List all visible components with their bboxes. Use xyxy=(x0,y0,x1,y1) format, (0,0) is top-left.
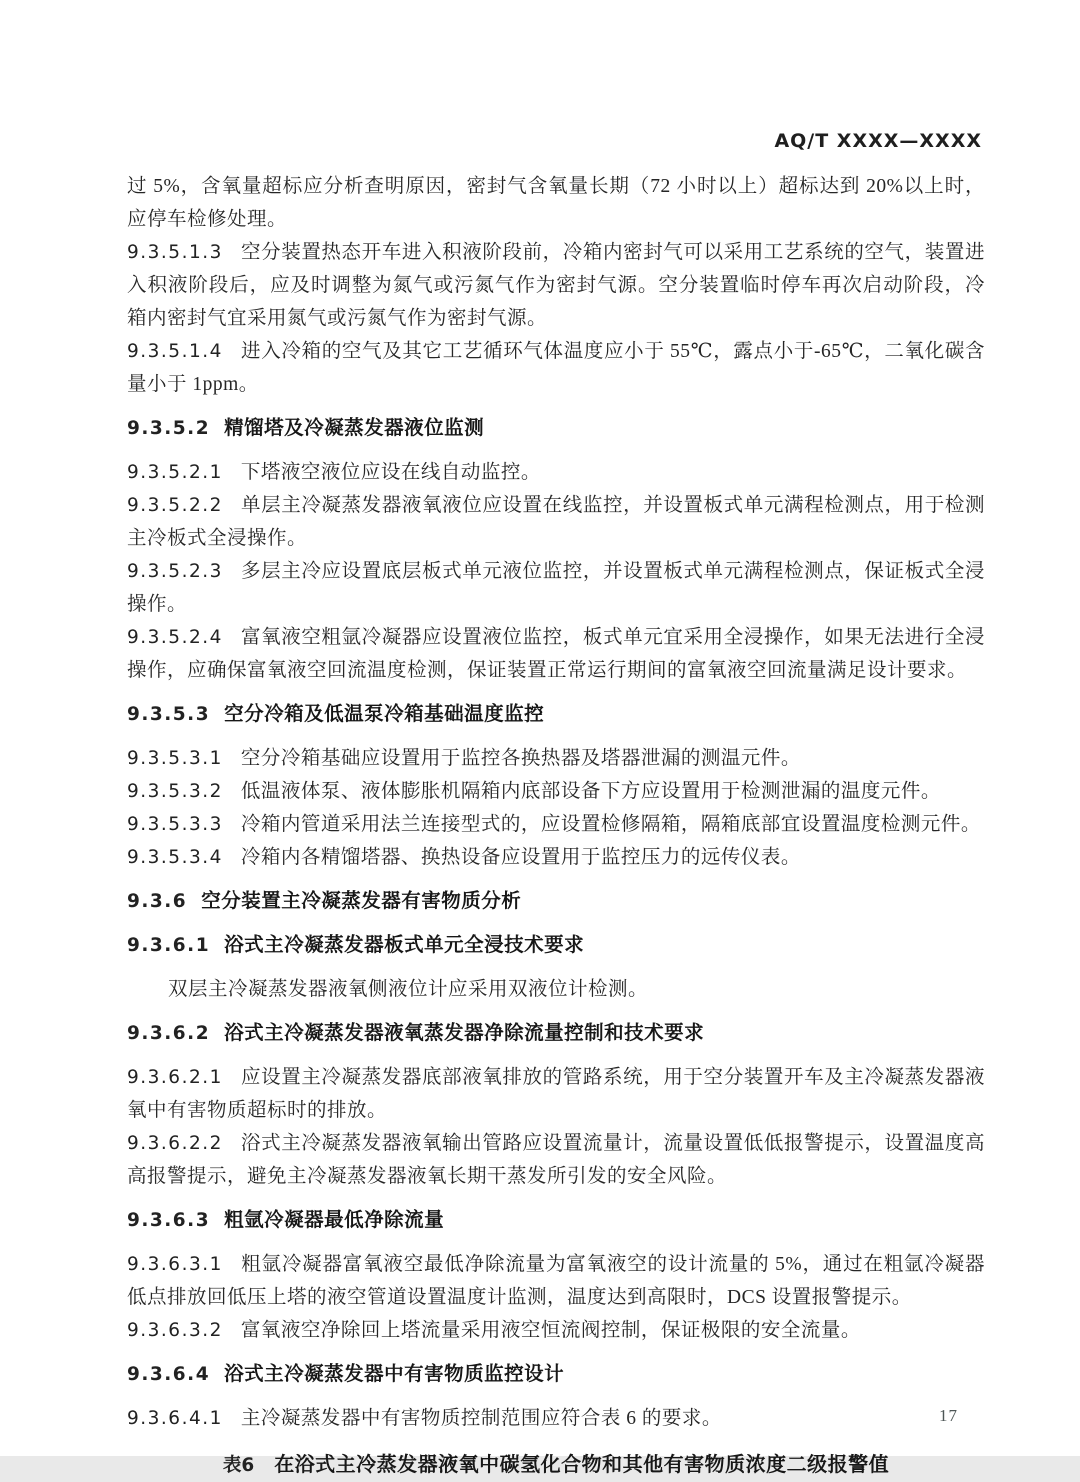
clause-number: 9.3.5.1.3 xyxy=(127,242,223,263)
clause-9-3-5-1-4 xyxy=(127,335,985,401)
heading-9-3-6-3 xyxy=(127,1204,985,1237)
table-label: 表6 xyxy=(222,1455,255,1476)
clause-text: 空分装置热态开车进入积液阶段前，冷箱内密封气可以采用工艺系统的空气，装置进入积液阶段后，应及时调整为氮气或污氮气作为密封气源。空分装置临时停车再次启动阶段，冷箱内密封气宜采用氮气或污氮气作为密封气源。 xyxy=(127,242,985,329)
clause-text: 浴式主冷凝蒸发器液氧输出管路应设置流量计，流量设置低低报警提示，设置温度高高报警提示，避免主冷凝蒸发器液氧长期干蒸发所引发的安全风险。 xyxy=(127,1133,985,1187)
clause-number: 9.3.5.3.2 xyxy=(127,781,223,802)
heading-text: 空分冷箱及低温泵冷箱基础温度监控 xyxy=(224,703,545,725)
clause-text: 进入冷箱的空气及其它工艺循环气体温度应小于 55℃，露点小于-65℃，二氧化碳含量小于 1ppm。 xyxy=(127,341,985,395)
clause-text: 富氧液空粗氩冷凝器应设置液位监控，板式单元宜采用全浸操作，如果无法进行全浸操作，应确保富氧液空回流温度检测，保证装置正常运行期间的富氧液空回流量满足设计要求。 xyxy=(127,627,985,681)
heading-text: 精馏塔及冷凝蒸发器液位监测 xyxy=(224,417,485,439)
clause-9-3-5-3-3 xyxy=(127,808,985,841)
paragraph-continuation xyxy=(127,170,985,236)
heading-text: 粗氩冷凝器最低净除流量 xyxy=(224,1209,445,1231)
clause-number: 9.3.5.3.3 xyxy=(127,814,223,835)
clause-number: 9.3.5.2.4 xyxy=(127,627,223,648)
clause-number: 9.3.6.2.2 xyxy=(127,1133,223,1154)
table-6-caption xyxy=(127,1449,985,1482)
paragraph-text: 双层主冷凝蒸发器液氧侧液位计应采用双液位计检测。 xyxy=(167,979,648,1000)
heading-9-3-6-2 xyxy=(127,1017,985,1050)
clause-text: 富氧液空净除回上塔流量采用液空恒流阀控制，保证极限的安全流量。 xyxy=(240,1320,861,1341)
clause-number: 9.3.6.3.1 xyxy=(127,1254,223,1275)
clause-number: 9.3.5.2.1 xyxy=(127,462,223,483)
clause-9-3-6-2-2 xyxy=(127,1127,985,1193)
clause-text: 低温液体泵、液体膨胀机隔箱内底部设备下方应设置用于检测泄漏的温度元件。 xyxy=(240,781,941,802)
clause-text: 应设置主冷凝蒸发器底部液氧排放的管路系统，用于空分装置开车及主冷凝蒸发器液氧中有害物质超标时的排放。 xyxy=(127,1067,985,1121)
heading-text: 浴式主冷凝蒸发器液氧蒸发器净除流量控制和技术要求 xyxy=(224,1022,705,1044)
clause-number: 9.3.5.3.4 xyxy=(127,847,223,868)
clause-text: 主冷凝蒸发器中有害物质控制范围应符合表 6 的要求。 xyxy=(240,1408,722,1429)
heading-9-3-6-1 xyxy=(127,929,985,962)
clause-9-3-5-2-1 xyxy=(127,456,985,489)
clause-number: 9.3.5.3.1 xyxy=(127,748,223,769)
heading-number: 9.3.6.1 xyxy=(127,935,211,956)
page-number: 17 xyxy=(939,1406,958,1425)
clause-9-3-5-1-3 xyxy=(127,236,985,335)
clause-9-3-6-2-1 xyxy=(127,1061,985,1127)
paragraph-text: 过 5%，含氧量超标应分析查明原因，密封气含氧量长期（72 小时以上）超标达到 20%以上时，应停车检修处理。 xyxy=(127,176,985,230)
clause-text: 冷箱内各精馏塔器、换热设备应设置用于监控压力的远传仪表。 xyxy=(240,847,801,868)
clause-text: 粗氩冷凝器富氧液空最低净除流量为富氧液空的设计流量的 5%，通过在粗氩冷凝器低点排放回低压上塔的液空管道设置温度计监测，温度达到高限时，DCS 设置报警提示。 xyxy=(127,1254,985,1308)
heading-text: 浴式主冷凝蒸发器中有害物质监控设计 xyxy=(224,1363,565,1385)
clause-number: 9.3.6.2.1 xyxy=(127,1067,223,1088)
heading-9-3-6-4 xyxy=(127,1358,985,1391)
heading-9-3-5-3 xyxy=(127,698,985,731)
clause-text: 冷箱内管道采用法兰连接型式的，应设置检修隔箱，隔箱底部宜设置温度检测元件。 xyxy=(240,814,981,835)
clause-9-3-6-4-1 xyxy=(127,1402,985,1435)
clause-number: 9.3.5.2.3 xyxy=(127,561,223,582)
heading-number: 9.3.5.2 xyxy=(127,418,211,439)
heading-number: 9.3.6.3 xyxy=(127,1210,211,1231)
heading-9-3-6 xyxy=(127,885,985,918)
heading-text: 空分装置主冷凝蒸发器有害物质分析 xyxy=(201,890,522,912)
heading-number: 9.3.6 xyxy=(127,891,188,912)
clause-9-3-6-3-2 xyxy=(127,1314,985,1347)
clause-9-3-5-2-2 xyxy=(127,489,985,555)
paragraph-indented xyxy=(127,973,985,1006)
document-code-header: AQ/T XXXX—XXXX xyxy=(774,130,982,152)
clause-9-3-5-3-2 xyxy=(127,775,985,808)
clause-number: 9.3.5.2.2 xyxy=(127,495,223,516)
heading-number: 9.3.6.4 xyxy=(127,1364,211,1385)
clause-9-3-5-2-3 xyxy=(127,555,985,621)
clause-9-3-5-2-4 xyxy=(127,621,985,687)
heading-text: 浴式主冷凝蒸发器板式单元全浸技术要求 xyxy=(224,934,585,956)
clause-9-3-5-3-4 xyxy=(127,841,985,874)
clause-text: 空分冷箱基础应设置用于监控各换热器及塔器泄漏的测温元件。 xyxy=(240,748,801,769)
table-caption-text: 在浴式主冷蒸发器液氧中碳氢化合物和其他有害物质浓度二级报警值 xyxy=(274,1454,890,1476)
clause-9-3-6-3-1 xyxy=(127,1248,985,1314)
clause-number: 9.3.6.4.1 xyxy=(127,1408,223,1429)
clause-text: 下塔液空液位应设在线自动监控。 xyxy=(240,462,541,483)
clause-number: 9.3.5.1.4 xyxy=(127,341,223,362)
clause-9-3-5-3-1 xyxy=(127,742,985,775)
clause-text: 单层主冷凝蒸发器液氧液位应设置在线监控，并设置板式单元满程检测点，用于检测主冷板式全浸操作。 xyxy=(127,495,985,549)
clause-number: 9.3.6.3.2 xyxy=(127,1320,223,1341)
clause-text: 多层主冷应设置底层板式单元液位监控，并设置板式单元满程检测点，保证板式全浸操作。 xyxy=(127,561,985,615)
heading-number: 9.3.6.2 xyxy=(127,1023,211,1044)
heading-9-3-5-2 xyxy=(127,412,985,445)
heading-number: 9.3.5.3 xyxy=(127,704,211,725)
